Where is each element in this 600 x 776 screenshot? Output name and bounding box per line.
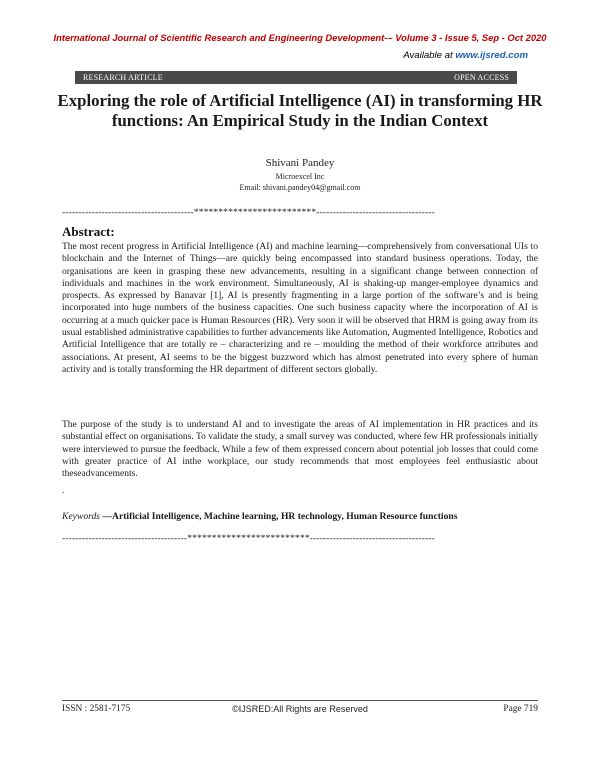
abstract-paragraph-2: The purpose of the study is to understand AI and to investigate the areas of AI implementation in HR practices and its substantial effect on organisations. To validate the study, a small survey was conducted, where few HR professionals initially were interviewed to pursue the feedback. While a few of them expressed concern about potential job losses that could come with greater practice of AI inthe workplace, our study recommends that most employees feel enthusiastic about theseadvancements. [62, 420, 538, 480]
trailing-dot: . [62, 486, 65, 496]
footer-issn: ISSN : 2581-7175 [62, 704, 131, 714]
abstract-heading: Abstract: [62, 224, 115, 239]
article-type-ribbon [75, 71, 517, 84]
author-name: Shivani Pandey [265, 157, 335, 169]
top-separator: ----------------------------------------*************************------------------------------------ [62, 207, 435, 218]
bottom-separator: --------------------------------------*************************-------------------------------------- [62, 533, 435, 544]
keywords-line [62, 511, 538, 522]
author-affiliation: Microexcel Inc [275, 172, 325, 181]
open-access-label: OPEN ACCESS [454, 73, 509, 82]
paper-title: Exploring the role of Artificial Intelligence (AI) in transforming HR functions: An Empirical Study in the Indian Context [57, 91, 543, 130]
abstract-paragraph-1: The most recent progress in Artificial Intelligence (AI) and machine learning—comprehensively from conversational UIs to blockchain and the Internet of Things—are quickly being encompassed into standard business operations. Today, the organisations are keen in grasping these new advancements, resulting in a significant change between connection of individuals and machines in the work environment. Simultaneously, AI is shaking-up manger-employee dynamics and prospects. As expressed by Banavar [1], AI is presently fragmenting in a large portion of the software’s and is being incorporated into huge numbers of the business capacities. One such business capacity where the incorporation of AI is occurring at a much quicker pace is Human Resources (HR). Very soon it will be observed that HRM is going away from its usual established administrative capabilities to further advancements like Automation, Augmented Intelligence, Robotics and Artificial Intelligence that are totally re – characterizing and re – moulding the method of their workforce attributes and associations. At present, AI seems to be the biggest buzzword which has almost penetrated into every sphere of human activity and is totally transforming the HR department of different sectors globally. [62, 242, 538, 375]
footer-rule [62, 700, 538, 701]
available-prefix: Available at [403, 50, 456, 61]
keywords-text: —Artificial Intelligence, Machine learning, HR technology, Human Resource functions [100, 511, 458, 522]
availability-line [403, 50, 528, 61]
journal-url-link[interactable]: www.ijsred.com [455, 50, 528, 61]
keywords-label: Keywords [62, 511, 101, 522]
page-number: Page 719 [503, 704, 538, 714]
research-article-label: RESEARCH ARTICLE [83, 73, 163, 82]
journal-header: International Journal of Scientific Research and Engineering Development-– Volume 3 - Issue 5, Sep - Oct 2020 [53, 32, 547, 43]
author-email: Email: shivani.pandey04@gmail.com [239, 183, 361, 192]
footer-rights: ©IJSRED:All Rights are Reserved [232, 704, 368, 714]
